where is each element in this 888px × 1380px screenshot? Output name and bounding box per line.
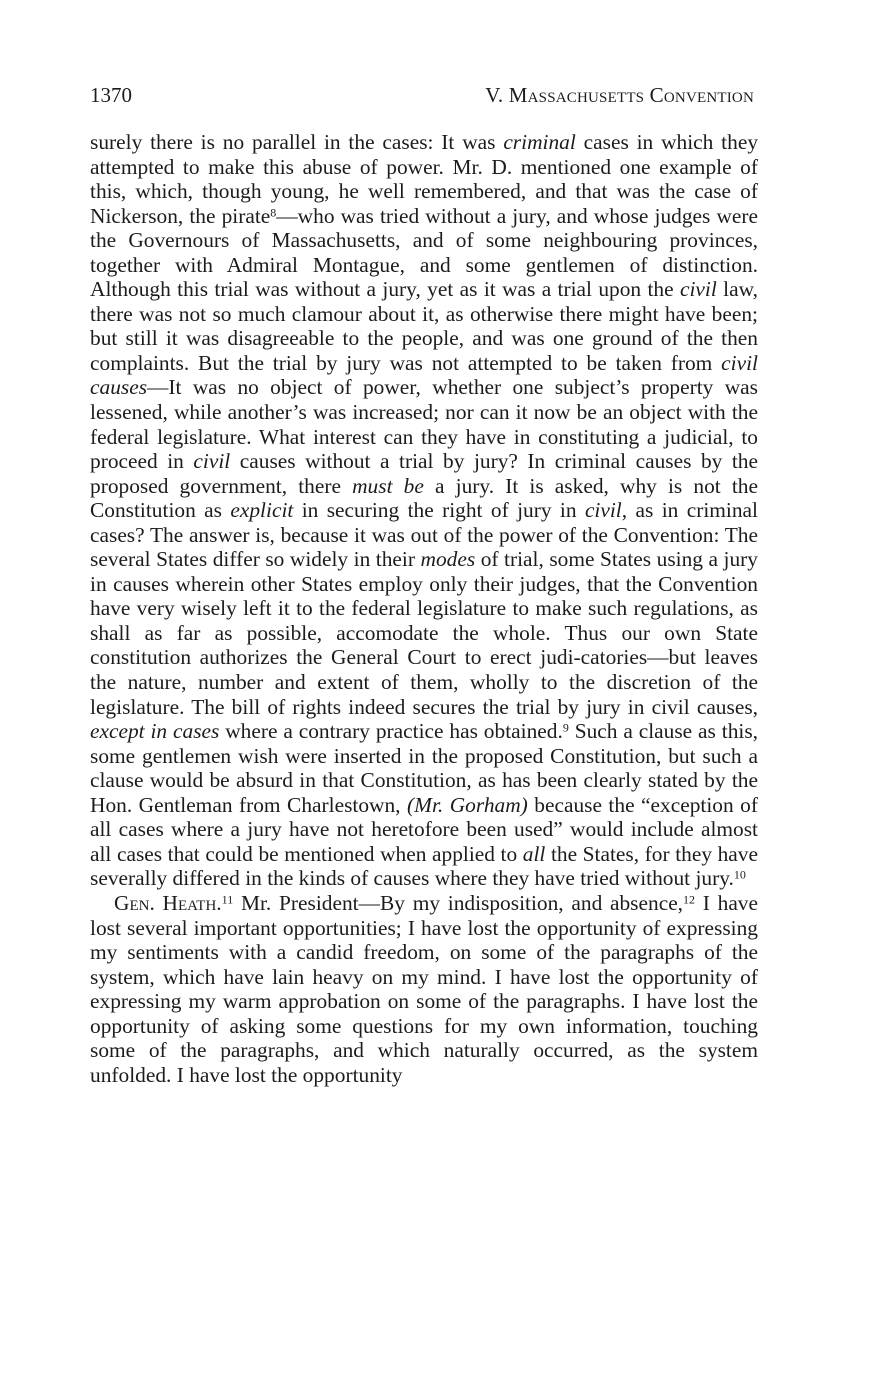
speaker-name: Gen. Heath. (114, 890, 222, 915)
italic-run: except in cases (90, 719, 220, 744)
paragraph-1 (90, 130, 758, 891)
paragraph-2 (90, 891, 758, 1087)
footnote-ref-10: 10 (733, 867, 746, 882)
body-text (90, 130, 758, 1087)
text-run: Mr. President—By my indisposition, and absence, (233, 890, 684, 915)
italic-run: all (522, 841, 546, 866)
text-run: law, there was not so much clamour about it, as otherwise there might have been; but still it was disagreeable to the people, and was one ground of the then complaints. But the trial by jury was not attempted to be taken from (90, 277, 758, 375)
text-run: —It was no object of power, whether one subject’s property was lessened, while another’s was increased; nor can it now be an object with the federal legislature. What interest can they have in constituting a judicial, to proceed in (90, 375, 758, 474)
text-run: cases in which they attempted to make this abuse of power. Mr. D. mentioned one example of this, which, though young, he well remembered, and that was the case of Nickerson, the pirate (90, 130, 759, 228)
italic-run: (Mr. Gorham) (407, 792, 528, 817)
text-run: I have lost several important opportunities; I have lost the opportunity of expressing my sentiments with a candid freedom, on some of the paragraphs of the system, which have lain heavy on my mind. I have lost the opportunity of expressing my warm approbation on some of the paragraphs. I have lost the opportunity of asking some questions for my own information, touching some of the paragraphs, and which naturally occurred, as the system unfolded. I have lost the opportunity (90, 890, 758, 1087)
italic-run: modes (420, 547, 476, 572)
text-run: Such a clause as this, some gentlemen wish were inserted in the proposed Constitution, but such a clause would be absurd in that Constitution, as has been clearly stated by the Hon. Gentleman from Charlestown, (90, 719, 759, 817)
page-number: 1370 (90, 83, 132, 107)
italic-run: explicit (230, 498, 294, 523)
italic-run: civil causes (90, 350, 758, 400)
italic-run: civil, (584, 498, 628, 523)
text-run: in securing the right of jury in (293, 498, 585, 523)
italic-run: civil (193, 449, 231, 474)
italic-run: must be (352, 473, 424, 498)
italic-run: criminal (503, 130, 576, 154)
running-title: V. Massachusetts Convention (485, 83, 754, 107)
running-header (90, 80, 754, 110)
footnote-ref-8: 8 (270, 205, 277, 220)
text-run: a jury. It is asked, why is not the Constitution as (90, 473, 758, 523)
text-run: where a contrary practice has obtained. (219, 719, 563, 744)
footnote-ref-12: 12 (683, 892, 696, 907)
footnote-ref-11: 11 (221, 892, 234, 907)
text-run: because the “exception of all cases where a jury have not heretofore been used” would include almost all cases that could be mentioned when applied to (90, 792, 758, 866)
italic-run: civil (679, 277, 717, 302)
text-run: as in criminal cases? The answer is, because it was out of the power of the Convention: The several States differ so widely in their (90, 498, 758, 572)
text-run: of trial, some States using a jury in causes wherein other States employ only their judges, that the Convention have very wisely left it to the federal legislature to make such regulations, as shall as far as possible, accomodate the whole. Thus our own State constitution authorizes the General Court to erect judi-catories—but leaves the nature, number and extent of them, wholly to the discretion of the legislature. The bill of rights indeed secures the trial by jury in civil causes, (90, 547, 758, 719)
text-run: —who was tried without a jury, and whose judges were the Governours of Massachusetts, and of some neighbouring provinces, together with Admiral Montague, and some gentlemen of distinction. Although this trial was without a jury, yet as it was a trial upon the (90, 203, 759, 302)
text-run: the States, for they have severally differed in the kinds of causes where they have tried without jury. (90, 841, 758, 891)
footnote-ref-9: 9 (562, 720, 569, 735)
text-run: surely there is no parallel in the cases: It was (90, 130, 504, 154)
text-run: causes without a trial by jury? In criminal causes by the proposed government, there (90, 449, 758, 498)
